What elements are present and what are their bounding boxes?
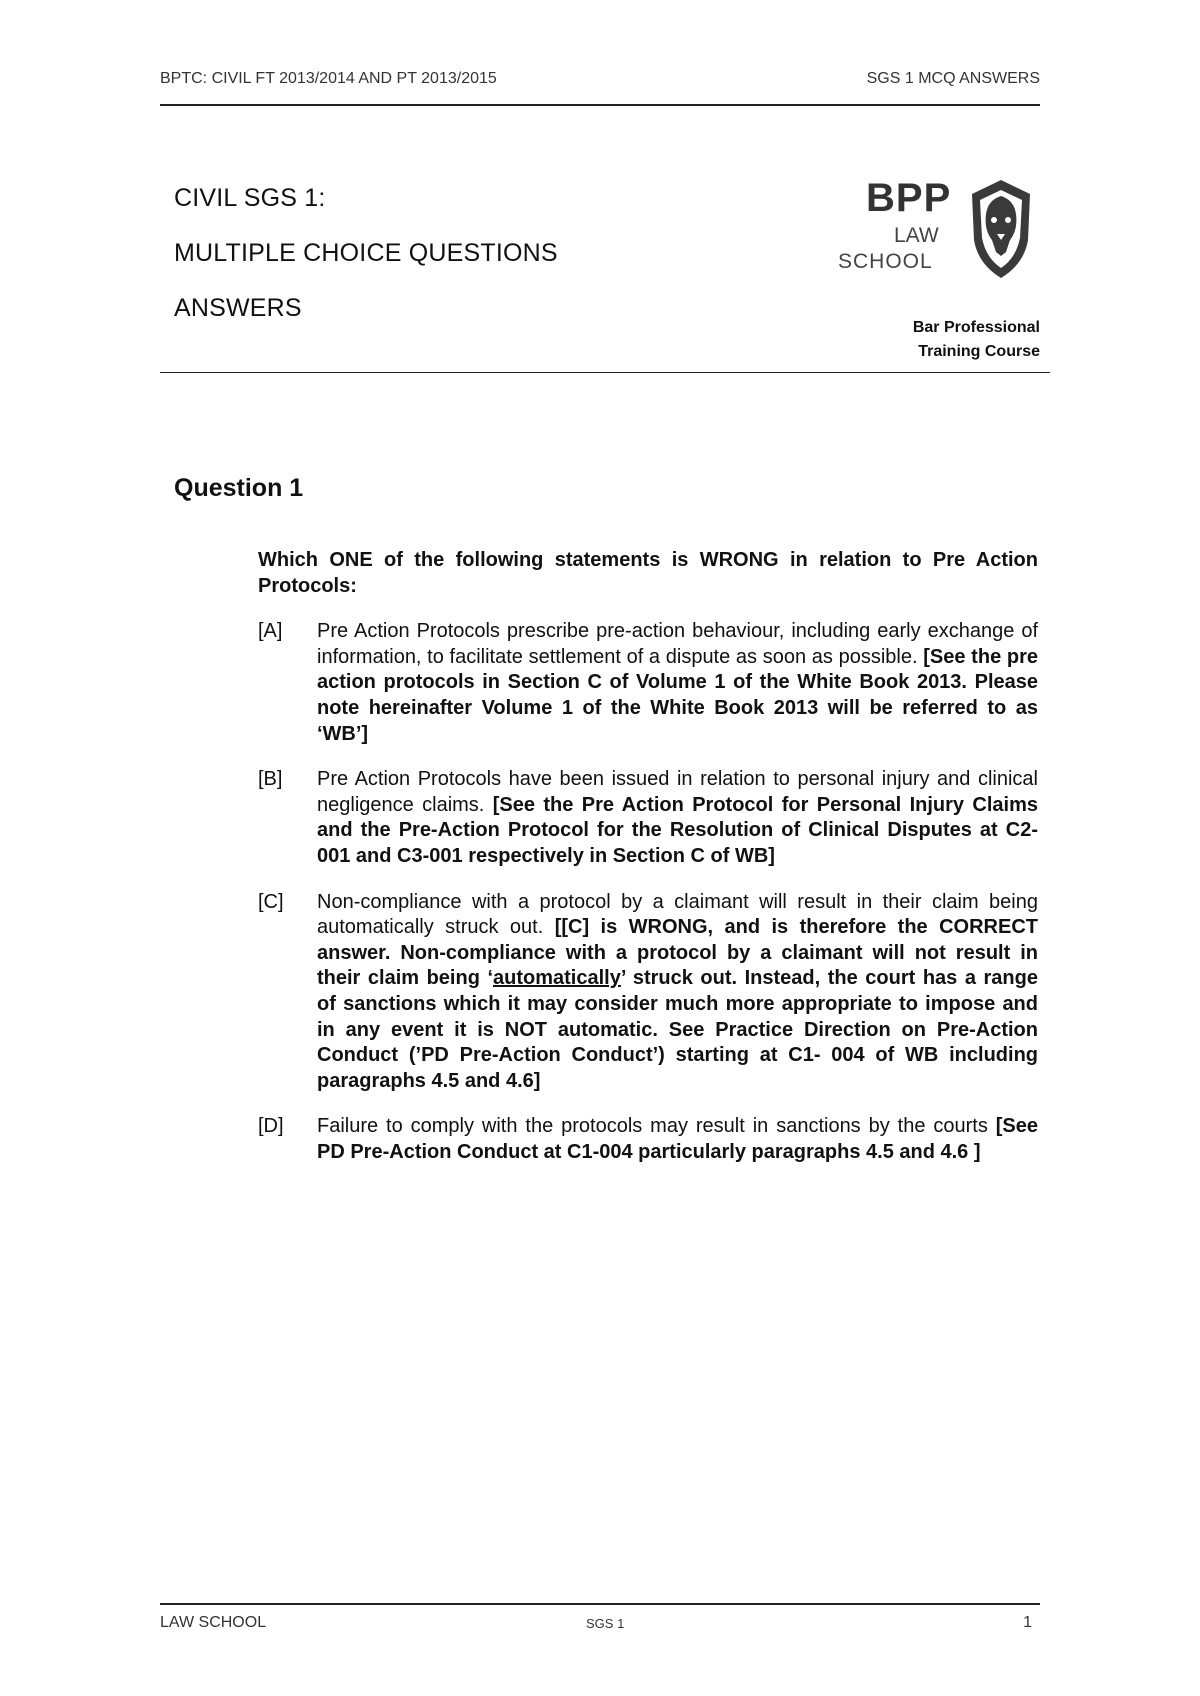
lion-shield-icon (968, 178, 1034, 280)
header-document-label: SGS 1 MCQ ANSWERS (866, 70, 1040, 87)
option-text (317, 767, 1038, 869)
course-line-1: Bar Professional (912, 319, 1040, 336)
option-letter: [C] (258, 890, 284, 913)
option-statement: Pre Action Protocols have been issued in relation to personal injury and clinical negligence claims. (317, 768, 1038, 816)
title-divider (160, 372, 1050, 373)
option-explanation: [See PD Pre-Action Conduct at C1-004 particularly paragraphs 4.5 and 4.6 ] (317, 1115, 1038, 1163)
page-number: 1 (1023, 1614, 1032, 1631)
running-header (160, 70, 1040, 88)
logo-school-text: SCHOOL (838, 250, 933, 273)
option-b (258, 767, 1038, 869)
bpp-law-school-logo (838, 178, 1038, 288)
option-statement: Failure to comply with the protocols may result in sanctions by the courts (317, 1115, 996, 1138)
option-a (258, 619, 1038, 747)
logo-law-text: LAW (894, 224, 939, 247)
question-stem: Which ONE of the following statements is WRONG in relation to Pre Action Protocols: (258, 549, 1038, 597)
course-line-2: Training Course (918, 343, 1040, 360)
option-text (317, 1114, 1038, 1165)
option-statement: Non-compliance with a protocol by a claimant will result in their claim being automatically struck out. (317, 890, 1038, 939)
footer-sgs-label: SGS 1 (586, 1616, 625, 1631)
title-line-2: MULTIPLE CHOICE QUESTIONS (174, 239, 558, 267)
option-letter: [B] (258, 768, 283, 791)
option-letter: [D] (258, 1115, 284, 1138)
footer-school-label: LAW SCHOOL (160, 1614, 267, 1631)
explanation-part-2: ’ struck out. Instead, the court has a range of sanctions which it may consider much more appropriate to impose and in any event it is NOT automatic. See Practice Direction on Pre-Action Conduct (’PD Pre-Action Conduct’) starting at C1- 004 of WB including paragraphs 4.5 and 4.6] (317, 967, 1038, 1092)
logo-bpp-text: BPP (866, 176, 952, 220)
course-name (913, 316, 1040, 364)
option-c (258, 890, 1038, 1095)
option-explanation: [See the pre action protocols in Section C of Volume 1 of the White Book 2013. Please note hereinafter Volume 1 of the White Book 2013 will be referred to as ‘WB’] (317, 645, 1038, 745)
header-divider (160, 104, 1040, 106)
option-explanation (317, 916, 1038, 1092)
document-title (174, 184, 558, 349)
option-letter: [A] (258, 620, 283, 643)
title-line-3: ANSWERS (174, 294, 302, 322)
option-text (317, 619, 1038, 747)
explanation-part-1: [[C] is WRONG, and is therefore the CORRECT answer. Non-compliance with a protocol by a claimant will not result in their claim being ‘ (317, 916, 1038, 990)
question-heading: Question 1 (174, 474, 304, 502)
running-footer (160, 1614, 1040, 1638)
option-d (258, 1114, 1038, 1165)
question-body (258, 548, 1038, 1185)
footer-divider (160, 1603, 1040, 1605)
title-line-1: CIVIL SGS 1: (174, 184, 326, 212)
option-explanation: [See the Pre Action Protocol for Personal Injury Claims and the Pre-Action Protocol for the Resolution of Clinical Disputes at C2-001 and C3-001 respectively in Section C of WB] (317, 793, 1038, 867)
header-course-label: BPTC: CIVIL FT 2013/2014 AND PT 2013/2015 (160, 70, 497, 87)
option-text (317, 890, 1038, 1095)
option-statement: Pre Action Protocols prescribe pre-action behaviour, including early exchange of information, to facilitate settlement of a dispute as soon as possible. (317, 620, 1038, 668)
underlined-word: automatically (493, 967, 621, 990)
